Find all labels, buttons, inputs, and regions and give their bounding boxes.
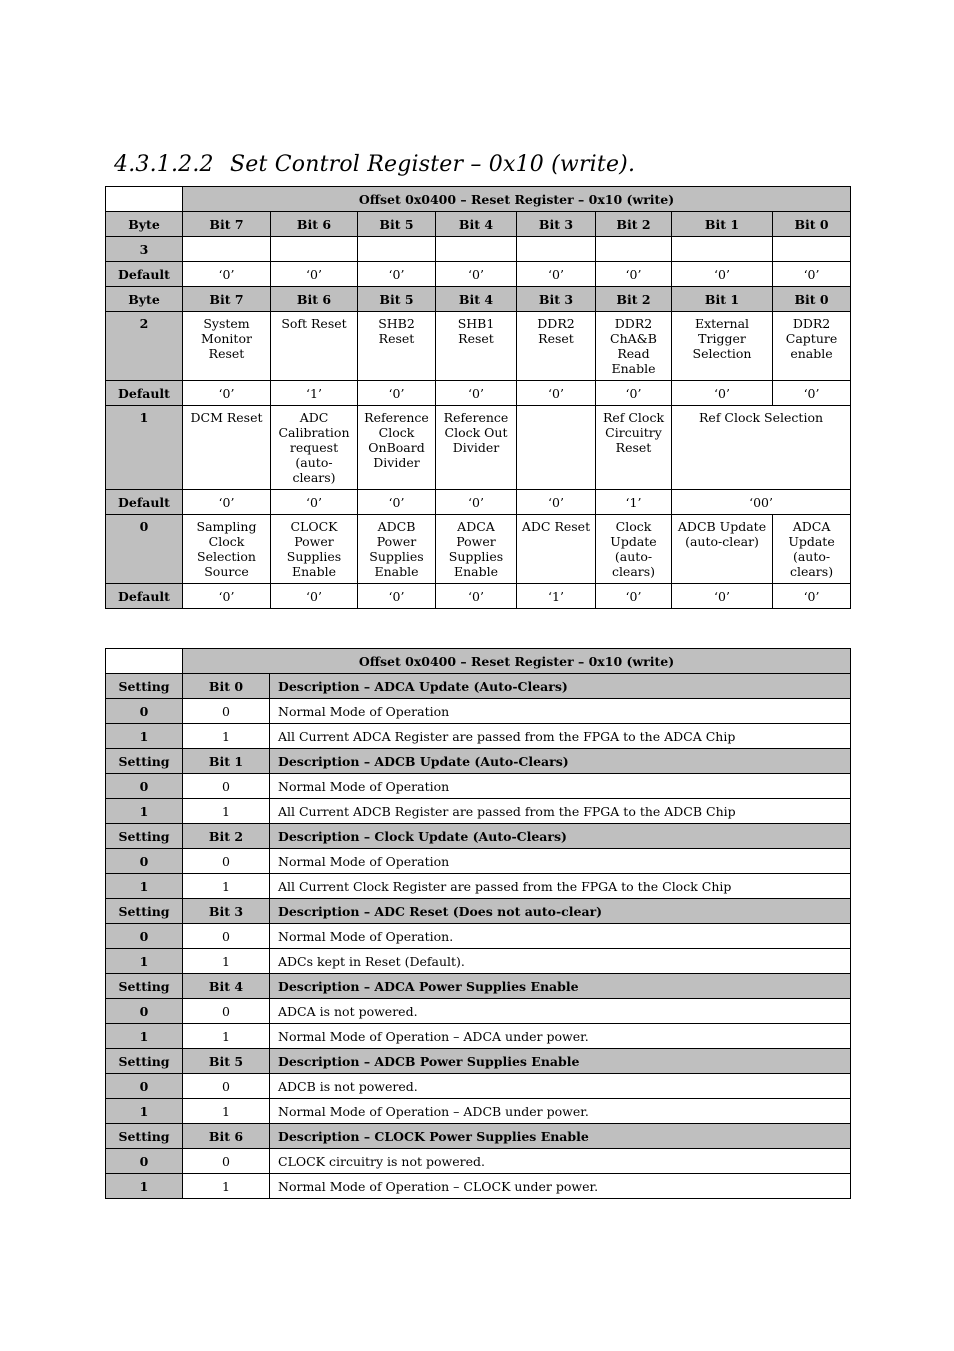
setting-row bbox=[106, 724, 851, 749]
setting-value: 0 bbox=[106, 999, 183, 1024]
default-row bbox=[106, 381, 851, 406]
byte-header: Byte bbox=[106, 287, 183, 312]
bit-field: Ref Clock Selection bbox=[672, 406, 851, 490]
bit-header: Bit 2 bbox=[596, 287, 672, 312]
bit-value: 1 bbox=[183, 1024, 270, 1049]
setting-header: Setting bbox=[106, 1124, 183, 1149]
setting-description: Normal Mode of Operation – ADCB under power. bbox=[270, 1099, 851, 1124]
setting-header-row bbox=[106, 749, 851, 774]
table-caption-row bbox=[106, 187, 851, 212]
byte-number: 3 bbox=[106, 237, 183, 262]
setting-row bbox=[106, 1174, 851, 1199]
default-value: ‘0’ bbox=[271, 584, 358, 609]
bit-header: Bit 7 bbox=[183, 212, 271, 237]
default-value: ‘0’ bbox=[672, 584, 773, 609]
setting-row bbox=[106, 1074, 851, 1099]
bit-value: 1 bbox=[183, 1174, 270, 1199]
default-value: ‘0’ bbox=[672, 262, 773, 287]
bit-header: Bit 3 bbox=[517, 287, 596, 312]
bit-field: DCM Reset bbox=[183, 406, 271, 490]
bit-field: DDR2 Capture enable bbox=[773, 312, 851, 381]
description-header: Description – ADC Reset (Does not auto-clear) bbox=[270, 899, 851, 924]
byte-number: 2 bbox=[106, 312, 183, 381]
default-value: ‘0’ bbox=[436, 262, 517, 287]
bit-header: Bit 6 bbox=[271, 287, 358, 312]
setting-description: Normal Mode of Operation bbox=[270, 774, 851, 799]
bit-value: 0 bbox=[183, 849, 270, 874]
bit-header: Bit 3 bbox=[517, 212, 596, 237]
bit-value: 1 bbox=[183, 799, 270, 824]
setting-description: Normal Mode of Operation – CLOCK under power. bbox=[270, 1174, 851, 1199]
bit-field: Sampling Clock Selection Source bbox=[183, 515, 271, 584]
bit-field: Soft Reset bbox=[271, 312, 358, 381]
bit-field: Clock Update (auto-clears) bbox=[596, 515, 672, 584]
setting-value: 0 bbox=[106, 699, 183, 724]
default-value: ‘0’ bbox=[436, 584, 517, 609]
default-value: ‘0’ bbox=[271, 490, 358, 515]
setting-value: 1 bbox=[106, 874, 183, 899]
bit-header: Bit 0 bbox=[773, 287, 851, 312]
setting-header: Setting bbox=[106, 899, 183, 924]
bit-field: ADCA Update (auto-clears) bbox=[773, 515, 851, 584]
bit-header: Bit 5 bbox=[358, 287, 436, 312]
setting-row bbox=[106, 999, 851, 1024]
default-row bbox=[106, 490, 851, 515]
bit-field bbox=[358, 237, 436, 262]
bit-header: Bit 1 bbox=[672, 212, 773, 237]
bit-field: System Monitor Reset bbox=[183, 312, 271, 381]
bit-label: Bit 6 bbox=[183, 1124, 270, 1149]
setting-header-row bbox=[106, 1124, 851, 1149]
bit-value: 1 bbox=[183, 1099, 270, 1124]
description-header: Description – Clock Update (Auto-Clears) bbox=[270, 824, 851, 849]
bit-field: ADC Reset bbox=[517, 515, 596, 584]
byte-row bbox=[106, 237, 851, 262]
default-label: Default bbox=[106, 490, 183, 515]
default-value: ‘00’ bbox=[672, 490, 851, 515]
default-value: ‘0’ bbox=[436, 490, 517, 515]
bit-header: Bit 1 bbox=[672, 287, 773, 312]
bit-field: ADCA Power Supplies Enable bbox=[436, 515, 517, 584]
bit-header: Bit 0 bbox=[773, 212, 851, 237]
setting-row bbox=[106, 874, 851, 899]
description-header: Description – ADCA Power Supplies Enable bbox=[270, 974, 851, 999]
section-title: Set Control Register – 0x10 (write). bbox=[230, 152, 636, 177]
bit-settings-table bbox=[105, 648, 851, 1199]
default-value: ‘0’ bbox=[773, 381, 851, 406]
bit-field: Reference Clock OnBoard Divider bbox=[358, 406, 436, 490]
description-header: Description – CLOCK Power Supplies Enable bbox=[270, 1124, 851, 1149]
default-row bbox=[106, 584, 851, 609]
setting-value: 1 bbox=[106, 949, 183, 974]
bit-field bbox=[271, 237, 358, 262]
bit-value: 0 bbox=[183, 1149, 270, 1174]
default-value: ‘0’ bbox=[183, 584, 271, 609]
setting-row bbox=[106, 699, 851, 724]
setting-description: ADCB is not powered. bbox=[270, 1074, 851, 1099]
default-value: ‘0’ bbox=[773, 584, 851, 609]
setting-description: CLOCK circuitry is not powered. bbox=[270, 1149, 851, 1174]
setting-header-row bbox=[106, 974, 851, 999]
setting-value: 1 bbox=[106, 1099, 183, 1124]
setting-description: Normal Mode of Operation. bbox=[270, 924, 851, 949]
default-value: ‘1’ bbox=[596, 490, 672, 515]
setting-header: Setting bbox=[106, 674, 183, 699]
setting-row bbox=[106, 849, 851, 874]
bit-header: Bit 6 bbox=[271, 212, 358, 237]
byte-header: Byte bbox=[106, 212, 183, 237]
setting-row bbox=[106, 1149, 851, 1174]
bit-value: 0 bbox=[183, 1074, 270, 1099]
bit-field bbox=[436, 237, 517, 262]
setting-row bbox=[106, 799, 851, 824]
bit-header: Bit 4 bbox=[436, 212, 517, 237]
byte-number: 1 bbox=[106, 406, 183, 490]
default-value: ‘0’ bbox=[596, 262, 672, 287]
setting-value: 0 bbox=[106, 1074, 183, 1099]
caption-spacer bbox=[106, 187, 183, 212]
byte-row bbox=[106, 515, 851, 584]
register-bit-table bbox=[105, 186, 851, 609]
bit-header: Bit 7 bbox=[183, 287, 271, 312]
bit-label: Bit 1 bbox=[183, 749, 270, 774]
description-header: Description – ADCB Update (Auto-Clears) bbox=[270, 749, 851, 774]
default-value: ‘0’ bbox=[183, 262, 271, 287]
default-value: ‘0’ bbox=[672, 381, 773, 406]
bit-header: Bit 4 bbox=[436, 287, 517, 312]
bit-label: Bit 3 bbox=[183, 899, 270, 924]
table-caption: Offset 0x0400 – Reset Register – 0x10 (write) bbox=[183, 649, 851, 674]
bit-field: SHB1 Reset bbox=[436, 312, 517, 381]
byte-row bbox=[106, 406, 851, 490]
bit-field: ADCB Power Supplies Enable bbox=[358, 515, 436, 584]
setting-description: Normal Mode of Operation bbox=[270, 699, 851, 724]
default-value: ‘0’ bbox=[517, 381, 596, 406]
setting-description: ADCA is not powered. bbox=[270, 999, 851, 1024]
default-value: ‘0’ bbox=[183, 381, 271, 406]
bit-value: 0 bbox=[183, 999, 270, 1024]
setting-description: All Current ADCA Register are passed from the FPGA to the ADCA Chip bbox=[270, 724, 851, 749]
default-value: ‘0’ bbox=[596, 381, 672, 406]
bit-field bbox=[517, 237, 596, 262]
setting-value: 1 bbox=[106, 724, 183, 749]
byte-row bbox=[106, 312, 851, 381]
setting-row bbox=[106, 1024, 851, 1049]
default-value: ‘0’ bbox=[183, 490, 271, 515]
setting-header: Setting bbox=[106, 749, 183, 774]
setting-description: Normal Mode of Operation bbox=[270, 849, 851, 874]
bit-value: 0 bbox=[183, 699, 270, 724]
bit-label: Bit 2 bbox=[183, 824, 270, 849]
bit-label: Bit 0 bbox=[183, 674, 270, 699]
bit-field: ADC Calibration request (auto-clears) bbox=[271, 406, 358, 490]
bit-header: Bit 5 bbox=[358, 212, 436, 237]
setting-description: ADCs kept in Reset (Default). bbox=[270, 949, 851, 974]
bit-field: CLOCK Power Supplies Enable bbox=[271, 515, 358, 584]
description-header: Description – ADCB Power Supplies Enable bbox=[270, 1049, 851, 1074]
bit-field: Reference Clock Out Divider bbox=[436, 406, 517, 490]
setting-value: 0 bbox=[106, 924, 183, 949]
setting-header-row bbox=[106, 824, 851, 849]
default-value: ‘0’ bbox=[271, 262, 358, 287]
bit-field bbox=[596, 237, 672, 262]
setting-row bbox=[106, 924, 851, 949]
default-value: ‘0’ bbox=[596, 584, 672, 609]
setting-description: All Current ADCB Register are passed from the FPGA to the ADCB Chip bbox=[270, 799, 851, 824]
default-value: ‘1’ bbox=[517, 584, 596, 609]
bit-field: DDR2 ChA&B Read Enable bbox=[596, 312, 672, 381]
bit-field: DDR2 Reset bbox=[517, 312, 596, 381]
default-value: ‘0’ bbox=[517, 490, 596, 515]
setting-header: Setting bbox=[106, 1049, 183, 1074]
bit-field: Ref Clock Circuitry Reset bbox=[596, 406, 672, 490]
table-caption: Offset 0x0400 – Reset Register – 0x10 (write) bbox=[183, 187, 851, 212]
bit-value: 0 bbox=[183, 924, 270, 949]
setting-value: 1 bbox=[106, 1024, 183, 1049]
bit-field bbox=[773, 237, 851, 262]
bit-value: 1 bbox=[183, 724, 270, 749]
bit-header: Bit 2 bbox=[596, 212, 672, 237]
default-label: Default bbox=[106, 262, 183, 287]
default-row bbox=[106, 262, 851, 287]
setting-value: 0 bbox=[106, 1149, 183, 1174]
setting-description: Normal Mode of Operation – ADCA under power. bbox=[270, 1024, 851, 1049]
default-value: ‘0’ bbox=[358, 381, 436, 406]
bit-header-row bbox=[106, 212, 851, 237]
default-label: Default bbox=[106, 381, 183, 406]
setting-header-row bbox=[106, 674, 851, 699]
bit-field: SHB2 Reset bbox=[358, 312, 436, 381]
setting-value: 1 bbox=[106, 799, 183, 824]
section-number: 4.3.1.2.2 bbox=[114, 152, 214, 177]
bit-value: 0 bbox=[183, 774, 270, 799]
byte-number: 0 bbox=[106, 515, 183, 584]
setting-value: 0 bbox=[106, 849, 183, 874]
setting-header: Setting bbox=[106, 824, 183, 849]
default-value: ‘0’ bbox=[358, 584, 436, 609]
setting-value: 1 bbox=[106, 1174, 183, 1199]
bit-field bbox=[517, 406, 596, 490]
section-heading bbox=[114, 152, 635, 177]
setting-header: Setting bbox=[106, 974, 183, 999]
bit-header-row bbox=[106, 287, 851, 312]
setting-row bbox=[106, 949, 851, 974]
setting-row bbox=[106, 774, 851, 799]
default-value: ‘0’ bbox=[436, 381, 517, 406]
caption-spacer bbox=[106, 649, 183, 674]
default-value: ‘0’ bbox=[773, 262, 851, 287]
bit-field: External Trigger Selection bbox=[672, 312, 773, 381]
setting-header-row bbox=[106, 1049, 851, 1074]
bit-value: 1 bbox=[183, 949, 270, 974]
bit-value: 1 bbox=[183, 874, 270, 899]
setting-row bbox=[106, 1099, 851, 1124]
default-value: ‘0’ bbox=[358, 262, 436, 287]
default-value: ‘0’ bbox=[517, 262, 596, 287]
bit-label: Bit 4 bbox=[183, 974, 270, 999]
default-value: ‘0’ bbox=[358, 490, 436, 515]
bit-field: ADCB Update (auto-clear) bbox=[672, 515, 773, 584]
default-label: Default bbox=[106, 584, 183, 609]
default-value: ‘1’ bbox=[271, 381, 358, 406]
setting-description: All Current Clock Register are passed from the FPGA to the Clock Chip bbox=[270, 874, 851, 899]
bit-field bbox=[672, 237, 773, 262]
bit-field bbox=[183, 237, 271, 262]
setting-header-row bbox=[106, 899, 851, 924]
table-caption-row bbox=[106, 649, 851, 674]
setting-value: 0 bbox=[106, 774, 183, 799]
description-header: Description – ADCA Update (Auto-Clears) bbox=[270, 674, 851, 699]
bit-label: Bit 5 bbox=[183, 1049, 270, 1074]
